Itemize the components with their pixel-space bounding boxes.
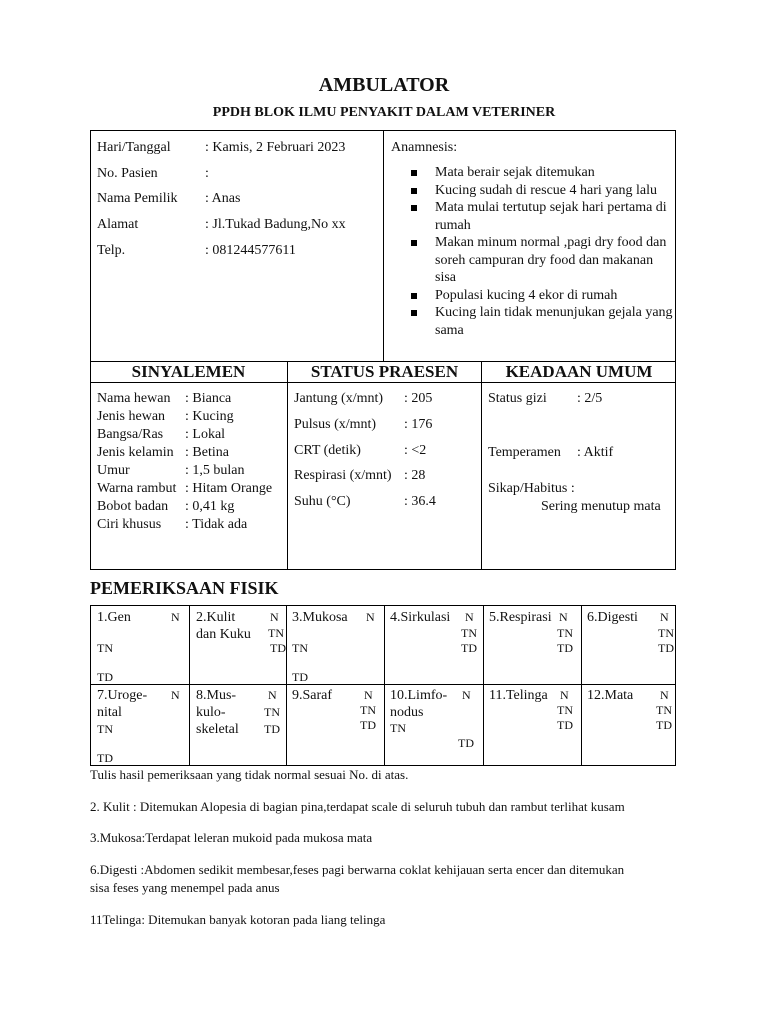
field-label: Telp.	[97, 243, 126, 258]
exam-cell-telinga: 11.Telinga	[489, 688, 548, 703]
mark-n: N	[660, 688, 669, 702]
sinyalemen-label: Jenis kelamin	[97, 445, 174, 460]
mark-n: N	[660, 610, 669, 624]
exam-grid	[90, 605, 676, 766]
mark-n: N	[171, 688, 180, 702]
exam-cell-digesti: 6.Digesti	[587, 610, 638, 625]
sinyalemen-label: Jenis hewan	[97, 409, 166, 424]
pemeriksaan-fisik-title: PEMERIKSAAN FISIK	[90, 578, 279, 598]
note-mukosa: 3.Mukosa:Terdapat leleran mukoid pada mukosa mata	[90, 830, 373, 845]
vital-label: CRT (detik)	[294, 443, 361, 458]
divider	[90, 382, 676, 383]
mark-tn: TN	[264, 705, 280, 719]
vital-value: : 28	[404, 468, 426, 483]
list-item: Mata mulai tertutup sejak hari pertama di rumah	[408, 199, 674, 234]
sinyalemen-value: : 1,5 bulan	[185, 463, 245, 478]
exam-cell-urogenital: 7.Uroge- nital	[97, 688, 148, 720]
sinyalemen-label: Nama hewan	[97, 391, 171, 406]
note-kulit: 2. Kulit : Ditemukan Alopesia di bagian pina,terdapat scale di seluruh tubuh dan rambut terlihat kusam	[90, 799, 625, 814]
document-title: AMBULATOR	[318, 74, 450, 96]
mark-tn: TN	[557, 626, 573, 640]
grid-line	[90, 684, 676, 685]
list-item: Makan minum normal ,pagi dry food dan soreh campuran dry food dan makanan sisa	[408, 234, 674, 287]
sinyalemen-value: : Betina	[185, 445, 229, 460]
sinyalemen-heading: SINYALEMEN	[131, 362, 246, 381]
temperamen-label: Temperamen	[488, 445, 561, 460]
sinyalemen-value: : Hitam Orange	[185, 481, 273, 496]
mark-td: TD	[270, 641, 286, 655]
mark-td: TD	[97, 670, 113, 684]
document-subtitle: PPDH BLOK ILMU PENYAKIT DALAM VETERINER	[212, 105, 556, 120]
sinyalemen-label: Bangsa/Ras	[97, 427, 164, 442]
mark-td: TD	[461, 641, 477, 655]
mark-tn: TN	[360, 703, 376, 717]
mark-n: N	[559, 610, 568, 624]
field-value: : Jl.Tukad Badung,No xx	[205, 217, 346, 232]
mark-td: TD	[458, 736, 474, 750]
vital-value: : <2	[404, 443, 427, 458]
vital-value: : 205	[404, 391, 433, 406]
mark-tn: TN	[292, 641, 308, 655]
exam-cell-respirasi: 5.Respirasi	[489, 610, 552, 625]
exam-cell-mata: 12.Mata	[587, 688, 634, 703]
divider	[287, 361, 288, 570]
field-value: : Kamis, 2 Februari 2023	[205, 140, 346, 155]
divider	[481, 361, 482, 570]
exam-cell-saraf: 9.Saraf	[292, 688, 333, 703]
vital-label: Suhu (°C)	[294, 494, 351, 509]
mark-tn: TN	[390, 721, 406, 735]
field-value: : 081244577611	[205, 243, 296, 258]
exam-cell-kulit: 2.Kulit dan Kuku	[196, 610, 251, 642]
sikap-habitus-label: Sikap/Habitus :	[488, 481, 575, 496]
status-praesen-heading: STATUS PRAESEN	[310, 362, 459, 381]
exam-cell-sirkulasi: 4.Sirkulasi	[390, 610, 451, 625]
anamnesis-title: Anamnesis:	[391, 140, 458, 155]
note-digesti: 6.Digesti :Abdomen sedikit membesar,feses pagi berwarna coklat kehijauan serta encer dan ditemukan	[90, 862, 625, 877]
field-label: Nama Pemilik	[97, 191, 178, 206]
mark-td: TD	[656, 718, 672, 732]
field-value: :	[205, 166, 209, 181]
sinyalemen-label: Umur	[97, 463, 130, 478]
mark-n: N	[462, 688, 471, 702]
sinyalemen-label: Ciri khusus	[97, 517, 162, 532]
mark-n: N	[560, 688, 569, 702]
exam-cell-mukosa: 3.Mukosa	[292, 610, 348, 625]
mark-n: N	[366, 610, 375, 624]
mark-tn: TN	[461, 626, 477, 640]
grid-line	[483, 605, 484, 766]
status-gizi-value: : 2/5	[577, 391, 603, 406]
grid-line	[189, 605, 190, 766]
notes-instruction: Tulis hasil pemeriksaan yang tidak normal sesuai No. di atas.	[90, 767, 409, 782]
vital-label: Pulsus (x/mnt)	[294, 417, 377, 432]
mark-td: TD	[557, 718, 573, 732]
list-item: Populasi kucing 4 ekor di rumah	[408, 287, 674, 305]
temperamen-value: : Aktif	[577, 445, 614, 460]
field-label: Hari/Tanggal	[97, 140, 171, 155]
note-telinga: 11Telinga: Ditemukan banyak kotoran pada liang telinga	[90, 912, 386, 927]
sikap-habitus-value: Sering menutup mata	[541, 499, 661, 514]
mark-td: TD	[658, 641, 674, 655]
sinyalemen-label: Warna rambut	[97, 481, 177, 496]
mark-n: N	[270, 610, 279, 624]
mark-n: N	[171, 610, 180, 624]
field-label: Alamat	[97, 217, 139, 232]
exam-cell-limfonodus: 10.Limfo- nodus	[390, 688, 448, 720]
mark-td: TD	[360, 718, 376, 732]
divider	[383, 130, 384, 362]
mark-tn: TN	[658, 626, 674, 640]
sinyalemen-value: : Lokal	[185, 427, 226, 442]
exam-cell-muskuloskeletal: 8.Mus- kulo- skeletal	[196, 688, 239, 737]
mark-td: TD	[264, 722, 280, 736]
mark-td: TD	[292, 670, 308, 684]
vital-label: Respirasi (x/mnt)	[294, 468, 392, 483]
mark-tn: TN	[97, 722, 113, 736]
sinyalemen-value: : Bianca	[185, 391, 232, 406]
list-item: Kucing lain tidak menunjukan gejala yang sama	[408, 304, 674, 339]
mark-tn: TN	[97, 641, 113, 655]
mark-n: N	[268, 688, 277, 702]
mark-td: TD	[97, 751, 113, 765]
mark-tn: TN	[656, 703, 672, 717]
sinyalemen-label: Bobot badan	[97, 499, 169, 514]
grid-line	[286, 605, 287, 766]
sinyalemen-value: : 0,41 kg	[185, 499, 235, 514]
mark-tn: TN	[557, 703, 573, 717]
sinyalemen-value: : Kucing	[185, 409, 234, 424]
field-label: No. Pasien	[97, 166, 158, 181]
field-value: : Anas	[205, 191, 241, 206]
mark-tn: TN	[268, 626, 284, 640]
mark-n: N	[364, 688, 373, 702]
vital-label: Jantung (x/mnt)	[294, 391, 384, 406]
mark-n: N	[465, 610, 474, 624]
anamnesis-list	[408, 164, 674, 339]
grid-line	[384, 605, 385, 766]
status-gizi-label: Status gizi	[488, 391, 547, 406]
note-digesti-cont: sisa feses yang menempel pada anus	[90, 880, 280, 895]
keadaan-umum-heading: KEADAAN UMUM	[505, 362, 653, 381]
vital-value: : 176	[404, 417, 433, 432]
exam-cell-gen: 1.Gen	[97, 610, 131, 625]
sinyalemen-value: : Tidak ada	[185, 517, 248, 532]
grid-line	[581, 605, 582, 766]
mark-td: TD	[557, 641, 573, 655]
list-item: Kucing sudah di rescue 4 hari yang lalu	[408, 182, 674, 200]
list-item: Mata berair sejak ditemukan	[408, 164, 674, 182]
vital-value: : 36.4	[404, 494, 436, 509]
